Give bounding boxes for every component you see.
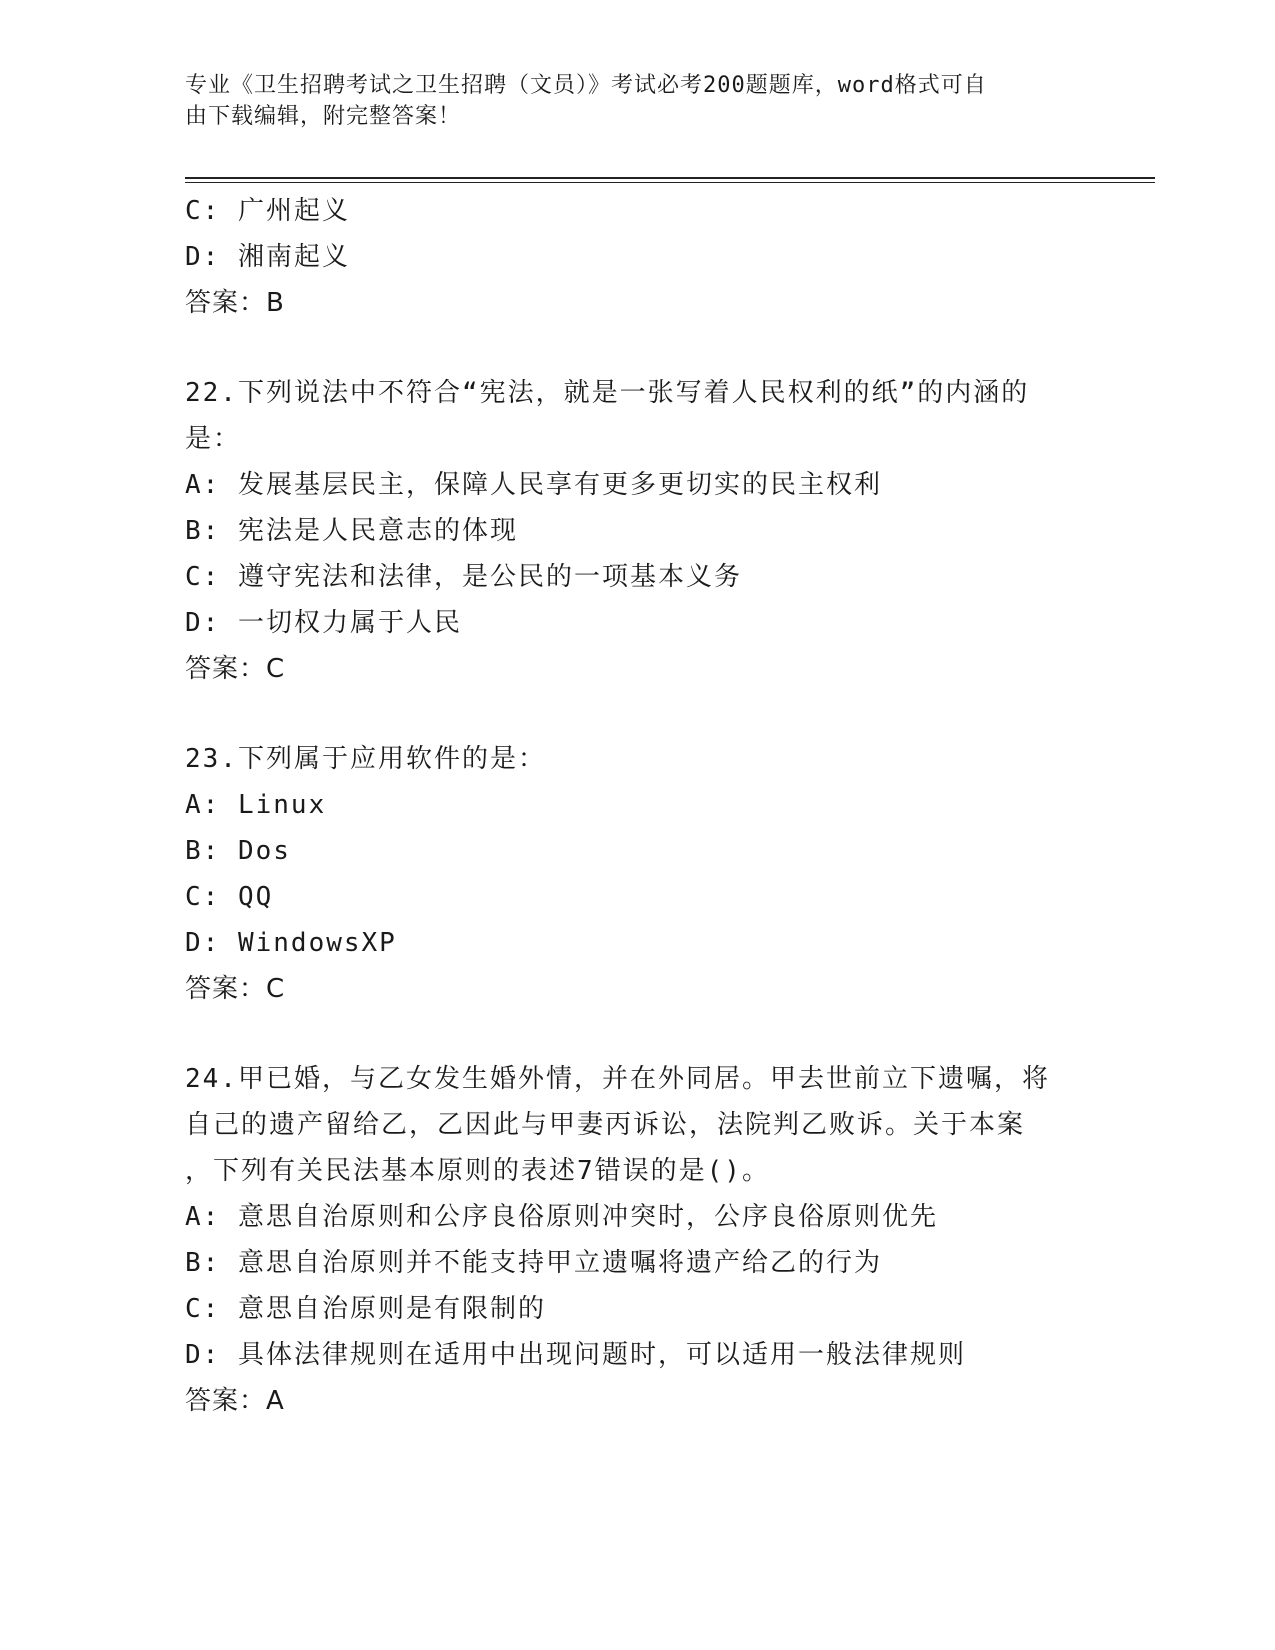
- option-d: D: 一切权力属于人民: [185, 608, 462, 638]
- option-b: B: 意思自治原则并不能支持甲立遗嘱将遗产给乙的行为: [185, 1248, 882, 1278]
- spacer: [185, 326, 1085, 370]
- answer-line: 答案：C: [185, 654, 286, 684]
- question-text-line: 23.下列属于应用软件的是：: [185, 744, 546, 774]
- option-c: C: QQ: [185, 882, 274, 912]
- option-a: A: 意思自治原则和公序良俗原则冲突时，公序良俗原则优先: [185, 1202, 938, 1232]
- question-24: [185, 1056, 1085, 1424]
- option-c: C: 意思自治原则是有限制的: [185, 1294, 546, 1324]
- header-line-2: 由下载编辑，附完整答案！: [185, 104, 462, 129]
- spacer: [185, 1012, 1085, 1056]
- option-b: B: Dos: [185, 836, 291, 866]
- question-text-line: ，下列有关民法基本原则的表述7错误的是()。: [185, 1156, 770, 1186]
- question-text-line: 是：: [185, 424, 242, 454]
- option-a: A: 发展基层民主，保障人民享有更多更切实的民主权利: [185, 470, 882, 500]
- option-d: D: 湘南起义: [185, 242, 350, 272]
- option-d: D: WindowsXP: [185, 928, 397, 958]
- answer-line: 答案：C: [185, 974, 286, 1004]
- question-text-line: 24.甲已婚，与乙女发生婚外情，并在外同居。甲去世前立下遗嘱，将: [185, 1064, 1050, 1094]
- question-list: [185, 188, 1085, 1424]
- option-c: C: 广州起义: [185, 196, 350, 226]
- question-fragment: [185, 188, 1085, 326]
- answer-line: 答案：B: [185, 288, 285, 318]
- question-text-line: 自己的遗产留给乙，乙因此与甲妻丙诉讼，法院判乙败诉。关于本案: [185, 1110, 1026, 1140]
- answer-line: 答案：A: [185, 1386, 285, 1416]
- question-22: [185, 370, 1085, 692]
- option-d: D: 具体法律规则在适用中出现问题时，可以适用一般法律规则: [185, 1340, 966, 1370]
- header-divider-thick: [185, 177, 1155, 179]
- header-line-1: 专业《卫生招聘考试之卫生招聘（文员）》考试必考200题题库，word格式可自: [185, 73, 987, 98]
- question-23: [185, 736, 1085, 1012]
- header-divider-thin: [185, 182, 1155, 183]
- option-c: C: 遵守宪法和法律，是公民的一项基本义务: [185, 562, 742, 592]
- option-b: B: 宪法是人民意志的体现: [185, 516, 518, 546]
- spacer: [185, 692, 1085, 736]
- document-header: [185, 70, 1065, 132]
- option-a: A: Linux: [185, 790, 327, 820]
- question-text-line: 22.下列说法中不符合“宪法，就是一张写着人民权利的纸”的内涵的: [185, 378, 1030, 408]
